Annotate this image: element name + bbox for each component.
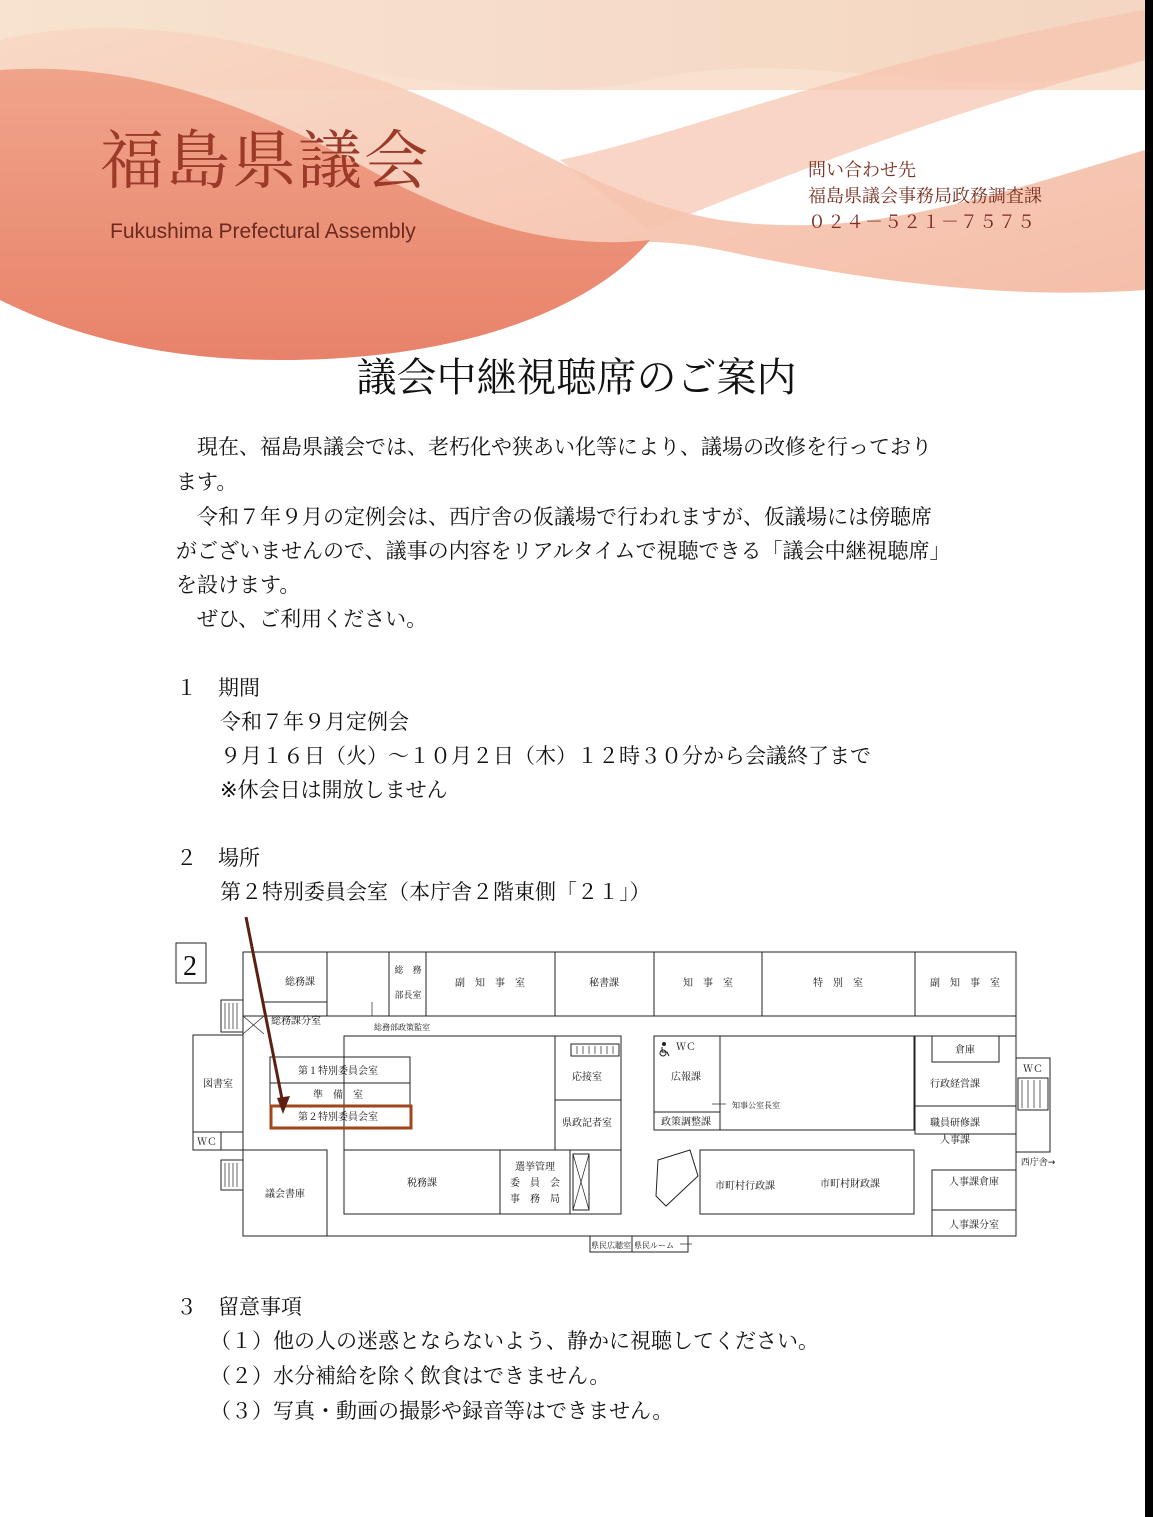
floor-map-room-label: 応接室 [572, 1072, 602, 1083]
floor-map-room-label: 職員研修課 [930, 1118, 980, 1129]
floor-map-room-label: 知 事 室 [683, 978, 733, 989]
floor-map-room-label: 総務課 [285, 977, 315, 988]
floor-map-room-label: 第１特別委員会室 [298, 1066, 378, 1077]
floor-map-room-label: 部長室 [394, 991, 422, 1001]
intro-line: 令和７年９月の定例会は、西庁舎の仮議場で行われますが、仮議場には傍聴席 [176, 505, 932, 529]
floor-map-room-label: 第２特別委員会室 [298, 1112, 378, 1123]
floor-map-room-label: 事 務 局 [510, 1194, 560, 1205]
period-line: ９月１６日（火）～１０月２日（木）１２時３０分から会議終了まで [220, 744, 871, 768]
target-arrow [246, 917, 283, 1104]
intro-line: 現在、福島県議会では、老朽化や狭あい化等により、議場の改修を行っており [176, 435, 932, 459]
intro-line: を設けます。 [176, 573, 301, 597]
floor-map-room-label: 市町村財政課 [820, 1179, 880, 1190]
note-item: （３）写真・動画の撮影や録音等はできません。 [210, 1399, 674, 1423]
floor-map-room-label: 副 知 事 室 [455, 978, 525, 989]
floor-map-room-label: 図書室 [203, 1079, 233, 1090]
section-heading-notes: ３ 留意事項 [176, 1295, 302, 1319]
section-heading-location: ２ 場所 [176, 846, 260, 870]
floor-map-room-label: 政策調整課 [661, 1117, 711, 1128]
floor-map-room-label: 総務課分室 [271, 1016, 321, 1027]
period-line: 令和７年９月定例会 [220, 710, 409, 734]
intro-line: ぜひ、ご利用ください。 [176, 607, 428, 631]
floor-map-room-label: 総務部政策監室 [374, 1023, 430, 1032]
location-line: 第２特別委員会室（本庁舎２階東側「２１」） [220, 880, 651, 904]
contact-department: 福島県議会事務局政務調査課 [808, 186, 1042, 207]
floor-map-room-label: 秘書課 [589, 978, 619, 989]
floor-map-room-label: 議会書庫 [265, 1189, 305, 1200]
note-item: （２）水分補給を除く飲食はできません。 [210, 1364, 611, 1388]
floor-map-room-label: 行政経営課 [930, 1079, 980, 1090]
floor-map-room-label: 特 別 室 [813, 978, 863, 989]
floor-map-room-label: 県民ルーム [634, 1241, 674, 1250]
period-line: ※休会日は開放しません [220, 778, 448, 802]
floor-map-room-label: ＷＣ [1023, 1064, 1043, 1075]
floor-number: 2 [183, 951, 197, 982]
contact-phone: ０２４－５２１－７５７５ [808, 212, 1036, 233]
floor-map-room-label: 西庁舎→ [1020, 1158, 1056, 1168]
floor-map-room-label: 委 員 会 [510, 1178, 560, 1189]
floor-map-room-label: 市町村行政課 [715, 1181, 775, 1192]
floor-map-room-label: 県政記者室 [562, 1118, 612, 1129]
floor-map-room-label: ＷＣ [676, 1042, 696, 1053]
page-title: 議会中継視聴席のご案内 [356, 355, 797, 401]
floor-map-room-label: 倉庫 [955, 1045, 975, 1056]
floor-map-room-label: 人事課倉庫 [949, 1177, 999, 1188]
section-heading-period: １ 期間 [176, 676, 260, 700]
floor-map-room-label: 広報課 [671, 1072, 701, 1083]
floor-map-room-label: 県民広聴室 [591, 1241, 631, 1250]
floor-map-room-label: 選挙管理 [515, 1162, 555, 1173]
intro-line: がございませんので、議事の内容をリアルタイムで視聴できる「議会中継視聴席」 [176, 539, 951, 563]
organization-name: 福島県議会 [100, 125, 430, 199]
note-item: （１）他の人の迷惑とならないよう、静かに視聴してください。 [210, 1329, 819, 1353]
floor-map-room-label: ＷＣ [197, 1137, 217, 1148]
floor-map-room-label: 総 務 [394, 966, 422, 976]
contact-label: 問い合わせ先 [808, 160, 916, 181]
floor-map-room-label: 税務課 [407, 1178, 437, 1189]
organization-name-english: Fukushima Prefectural Assembly [110, 220, 416, 243]
floor-map-room-label: 副 知 事 室 [930, 978, 1000, 989]
floor-map-room-label: 準 備 室 [313, 1090, 363, 1101]
floor-map-room-label: 知事公室長室 [732, 1101, 780, 1110]
floor-map-room-label: 人事課 [940, 1135, 970, 1146]
floor-map-room-label: 人事課分室 [949, 1220, 999, 1231]
wheelchair-icon [660, 1043, 669, 1057]
intro-line: ます。 [176, 470, 238, 494]
